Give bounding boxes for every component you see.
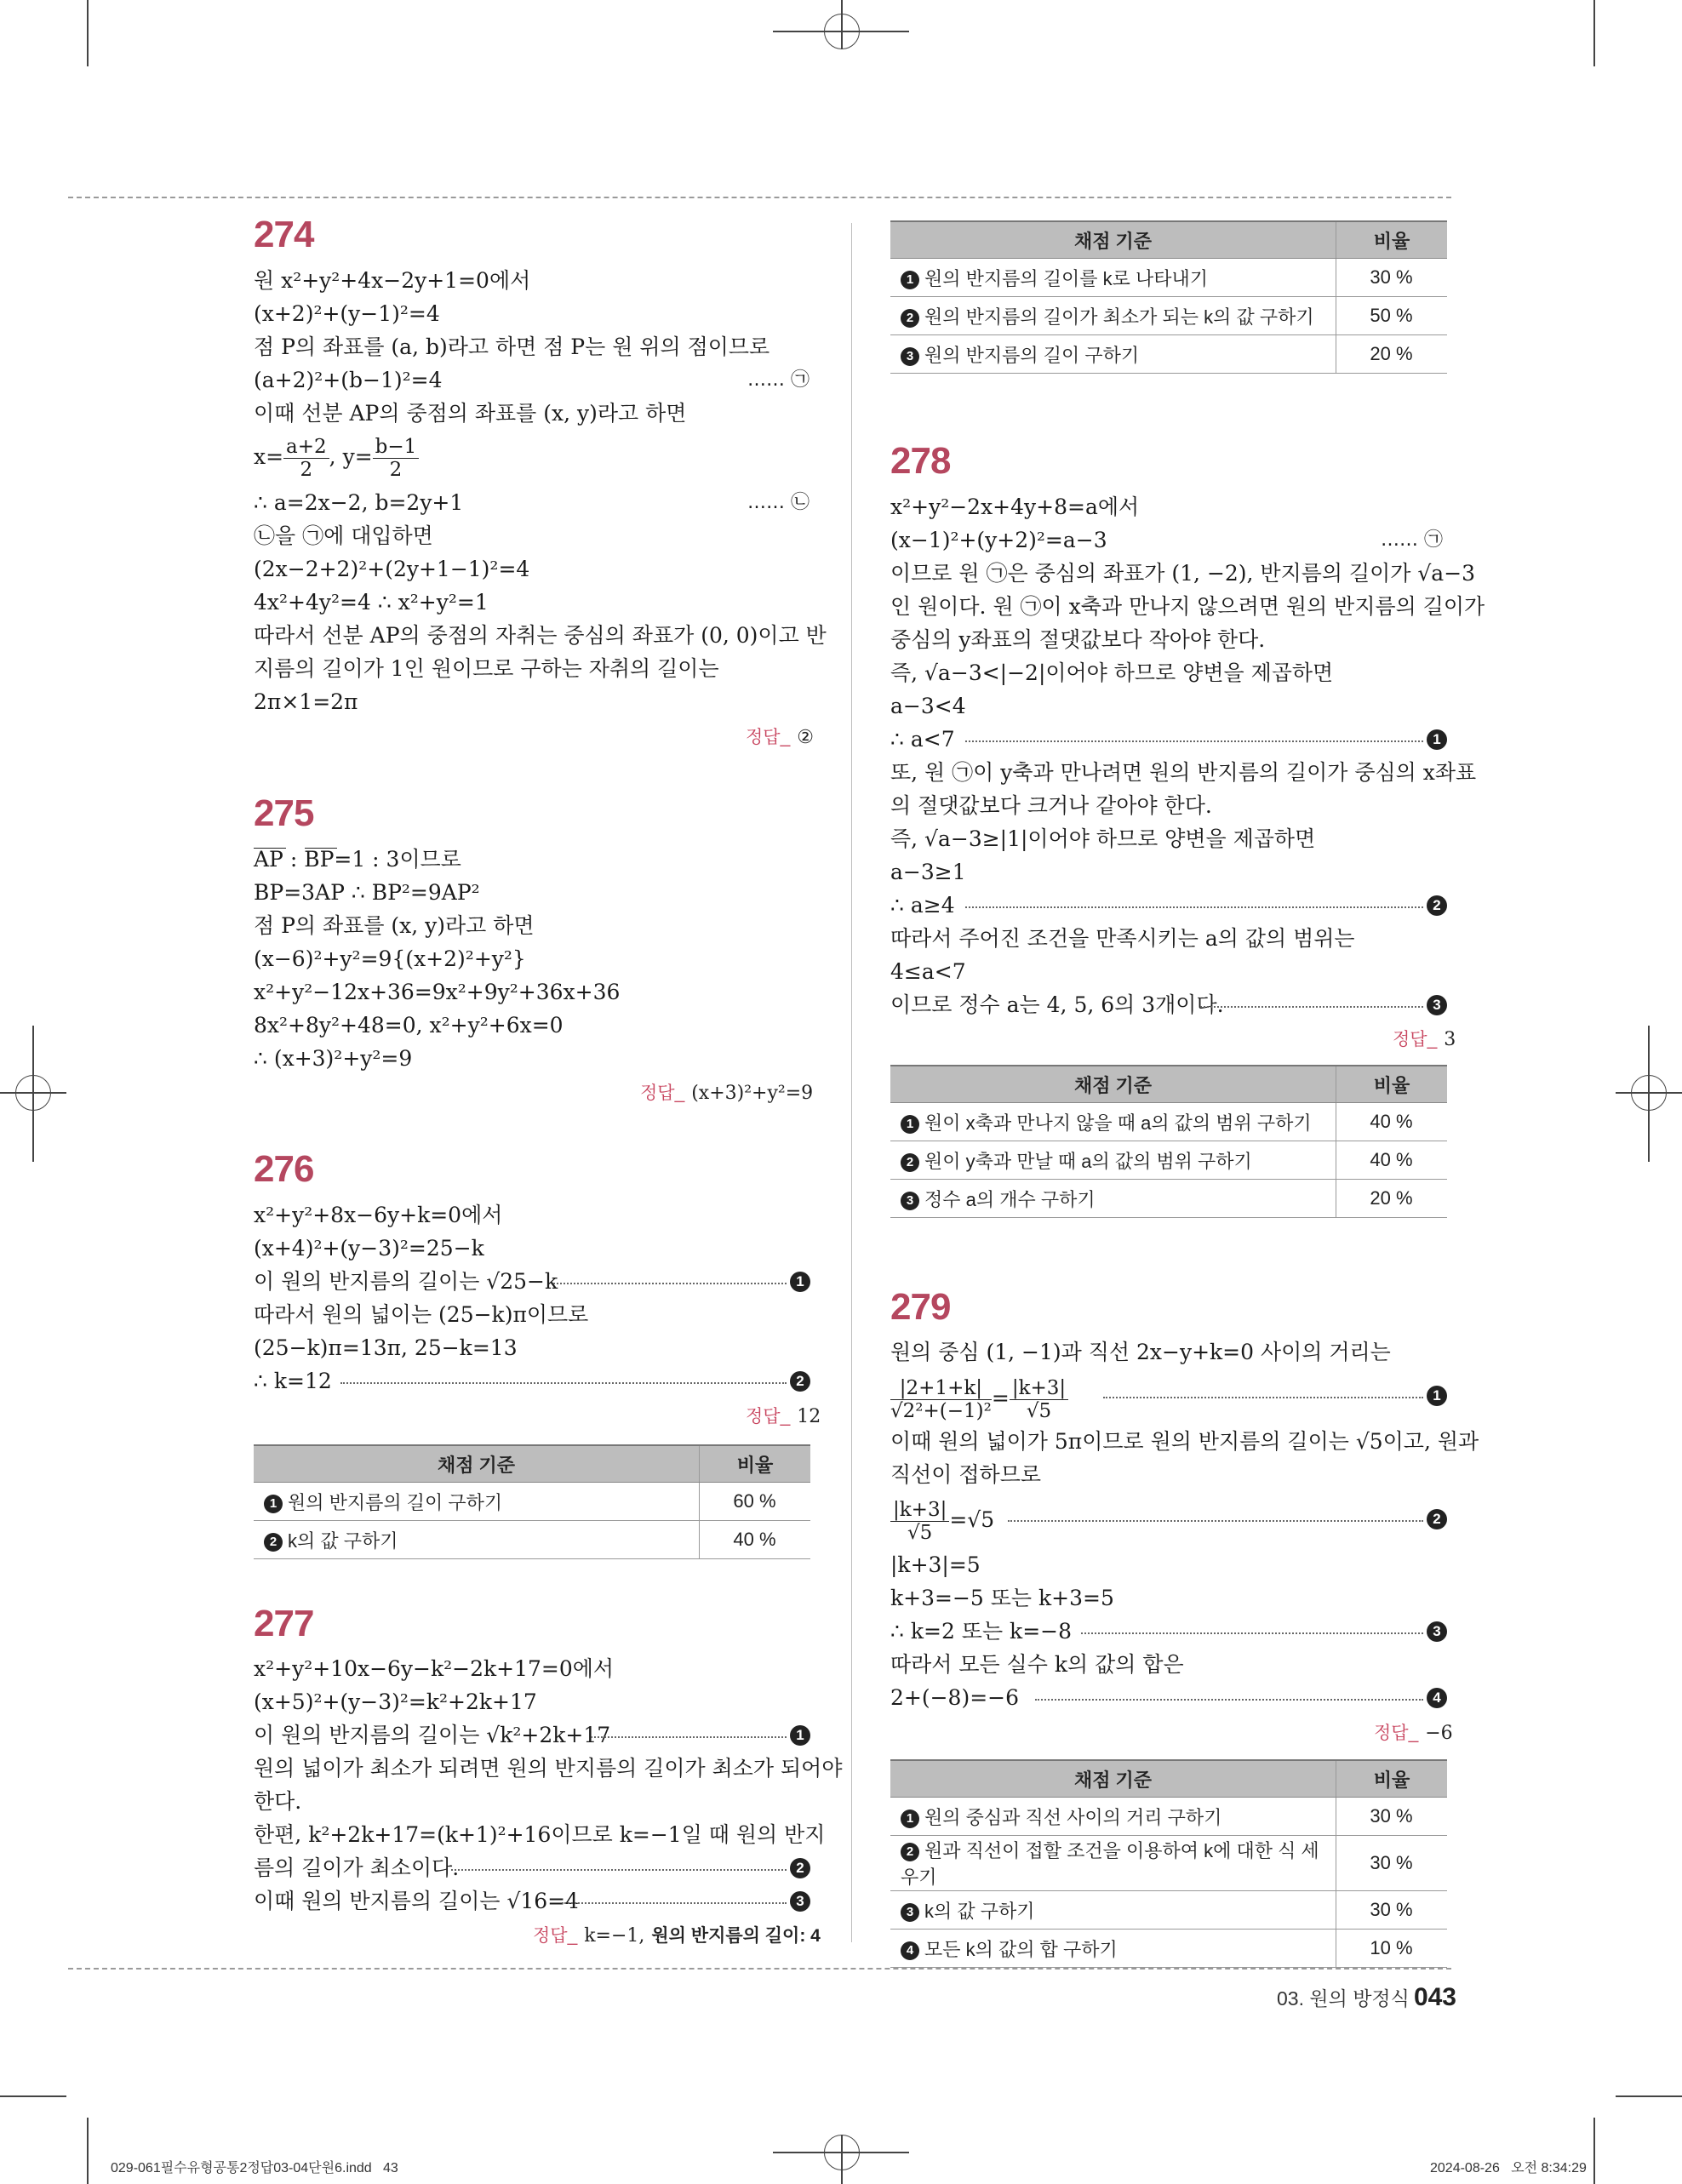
text-line: AP : BP=1 : 3이므로 — [254, 847, 461, 872]
text-line: 이때 원의 반지름의 길이는 √16=4 — [254, 1889, 580, 1913]
numerator: b−1 — [373, 436, 420, 459]
print-timestamp: 2024-08-26 오전 8:34:29 — [1430, 2161, 1587, 2175]
denominator: √5 — [907, 1522, 933, 1544]
step-badge: 2 — [901, 1843, 919, 1861]
table-header — [890, 1066, 1447, 1103]
text-line: 한편, k²+2k+17=(k+1)²+16이므로 k=−1일 때 원의 반지 — [254, 1822, 826, 1847]
criteria-cell — [890, 1930, 1336, 1968]
table-row — [254, 1483, 810, 1521]
answer-value: ② — [797, 727, 814, 748]
fraction-line — [890, 1494, 994, 1547]
ratio-cell: 30 % — [1336, 1798, 1448, 1836]
top-dashed-rule — [68, 197, 1451, 198]
criteria-cell — [890, 1180, 1336, 1218]
text-line: 즉, √a−3<|−2|이어야 하므로 양변을 제곱하면 — [890, 660, 1334, 685]
criteria-text: 모든 k의 값의 합 구하기 — [924, 1938, 1118, 1960]
registration-mark — [15, 1075, 51, 1111]
text-line: a−3≥1 — [890, 860, 966, 884]
numerator: |k+3| — [890, 1499, 949, 1522]
crop-mark — [87, 0, 89, 66]
table-row — [890, 1836, 1447, 1891]
answer-value: 3 — [1444, 1029, 1456, 1050]
fraction — [283, 436, 329, 481]
answer — [746, 722, 814, 752]
step-marker-1: 1 — [1427, 729, 1447, 750]
text-line: ∴ a<7 — [890, 727, 955, 752]
text-line: 원의 중심 (1, −1)과 직선 2x−y+k=0 사이의 거리는 — [890, 1340, 1391, 1364]
crop-mark — [1593, 0, 1595, 66]
text-line: ∴ a=2x−2, b=2y+1 — [254, 490, 464, 515]
step-badge: 2 — [264, 1533, 283, 1552]
text-line: ∴ (x+3)²+y²=9 — [254, 1046, 413, 1071]
answer-label: 정답_ — [533, 1926, 578, 1946]
ratio-cell: 30 % — [1336, 259, 1448, 297]
text-line: ∴ a≥4 — [890, 893, 955, 918]
step-marker-2: 2 — [1427, 1509, 1447, 1529]
step-badge: 2 — [901, 1153, 919, 1172]
text-part: , y= — [329, 444, 373, 469]
leader-dots — [1103, 1397, 1423, 1398]
criteria-cell — [890, 1103, 1336, 1141]
leader-dots — [591, 1736, 787, 1738]
leader-dots — [553, 1283, 787, 1284]
criteria-cell — [254, 1483, 700, 1521]
header-criteria: 채점 기준 — [890, 1066, 1336, 1103]
criteria-text: 원의 반지름의 길이 구하기 — [288, 1491, 503, 1513]
text-line: 이때 원의 넓이가 5π이므로 원의 반지름의 길이는 √5이고, 원과 — [890, 1429, 1479, 1454]
table-row — [890, 1103, 1447, 1141]
table-row — [254, 1521, 810, 1559]
registration-mark — [824, 2135, 860, 2170]
answer-label: 정답_ — [746, 1407, 791, 1426]
numerator: a+2 — [283, 436, 329, 459]
criteria-text: 정수 a의 개수 구하기 — [924, 1188, 1096, 1210]
text-line: 지름의 길이가 1인 원이므로 구하는 자취의 길이는 — [254, 656, 719, 681]
text-line: ㉡을 ㉠에 대입하면 — [254, 523, 433, 548]
section-title: 03. 원의 방정식 — [1277, 1987, 1410, 2010]
text-line: (x+2)²+(y−1)²=4 — [254, 301, 440, 326]
text-part: x= — [254, 444, 284, 469]
leader-dots — [1035, 1699, 1423, 1701]
answer — [1393, 1024, 1456, 1055]
text-line: 따라서 모든 실수 k의 값의 합은 — [890, 1652, 1184, 1677]
text-line: x²+y²−2x+4y+8=a에서 — [890, 495, 1140, 519]
answer-value: 12 — [797, 1406, 821, 1427]
text-line: 인 원이다. 원 ㉠이 x축과 만나지 않으려면 원의 반지름의 길이가 — [890, 594, 1485, 619]
table-row — [890, 1798, 1447, 1836]
registration-mark — [1631, 1075, 1667, 1111]
leader-dots — [1081, 1632, 1423, 1634]
answer-value: −6 — [1425, 1723, 1453, 1744]
answer — [640, 1078, 813, 1108]
ratio-cell: 60 % — [700, 1483, 811, 1521]
table-row — [890, 1930, 1447, 1968]
step-marker-4: 4 — [1427, 1688, 1447, 1708]
print-file-info: 029-061필수유형공통2정답03-04단원6.indd 43 — [111, 2161, 398, 2175]
text-line: 이므로 정수 a는 4, 5, 6의 3개이다. — [890, 992, 1224, 1017]
step-badge: 3 — [901, 1903, 919, 1922]
column-divider — [851, 223, 852, 1942]
ratio-cell: 10 % — [1336, 1930, 1448, 1968]
denominator: √5 — [1026, 1400, 1052, 1422]
text-line: 4≤a<7 — [890, 959, 966, 984]
criteria-cell — [254, 1521, 700, 1559]
criteria-cell — [890, 1891, 1336, 1930]
criteria-text: k의 값 구하기 — [288, 1529, 398, 1552]
text-line: 이때 선분 AP의 중점의 좌표를 (x, y)라고 하면 — [254, 401, 687, 426]
text-part: = — [991, 1386, 1010, 1410]
text-line: 점 P의 좌표를 (x, y)라고 하면 — [254, 913, 535, 938]
answer-value: (x+3)²+y²=9 — [691, 1083, 814, 1104]
text-line: 즉, √a−3≥|1|이어야 하므로 양변을 제곱하면 — [890, 826, 1316, 851]
leader-dots — [965, 906, 1423, 908]
grading-table — [890, 1759, 1447, 1968]
crop-mark — [0, 2095, 66, 2097]
step-badge: 4 — [901, 1941, 919, 1960]
answer-value: k=−1, — [584, 1925, 645, 1947]
overline — [254, 848, 286, 849]
criteria-cell — [890, 259, 1336, 297]
problem-number: 274 — [254, 214, 314, 255]
ratio-cell: 40 % — [700, 1521, 811, 1559]
text-line: a−3<4 — [890, 694, 966, 718]
text-line: 2π×1=2π — [254, 689, 358, 714]
text-line: (x+4)²+(y−3)²=25−k — [254, 1236, 484, 1261]
problem-number: 275 — [254, 792, 314, 834]
equation-marker: …… ㉠ — [747, 369, 810, 391]
step-marker-2: 2 — [790, 1371, 810, 1392]
overline — [305, 848, 337, 849]
text-line: x²+y²−12x+36=9x²+9y²+36x+36 — [254, 980, 621, 1004]
denominator: 2 — [300, 459, 313, 481]
text-line: |k+3|=5 — [890, 1552, 981, 1577]
fraction — [1010, 1377, 1068, 1422]
answer-label: 정답_ — [640, 1083, 685, 1103]
text-line: 2+(−8)=−6 — [890, 1685, 1020, 1710]
text-line: 원의 넓이가 최소가 되려면 원의 반지름의 길이가 최소가 되어야 — [254, 1756, 843, 1781]
text-line: ∴ k=2 또는 k=−8 — [890, 1619, 1072, 1644]
page-footer — [1277, 1983, 1456, 2012]
ratio-cell: 50 % — [1336, 297, 1448, 335]
text-line: 중심의 y좌표의 절댓값보다 작아야 한다. — [890, 627, 1266, 652]
ratio-cell: 30 % — [1336, 1891, 1448, 1930]
table-row — [890, 259, 1447, 297]
answer-label: 정답_ — [746, 728, 791, 747]
crop-mark — [1616, 2095, 1682, 2097]
step-badge: 3 — [901, 1192, 919, 1210]
leader-dots — [1200, 1006, 1423, 1008]
table-header — [890, 1760, 1447, 1798]
ratio-cell: 40 % — [1336, 1141, 1448, 1180]
leader-dots — [1008, 1520, 1423, 1522]
leader-dots — [340, 1382, 787, 1384]
numerator: |2+1+k| — [890, 1377, 992, 1400]
denominator: 2 — [389, 459, 403, 481]
problem-number: 276 — [254, 1148, 314, 1190]
fraction — [373, 436, 420, 481]
criteria-cell — [890, 297, 1336, 335]
header-ratio: 비율 — [1336, 221, 1448, 259]
problem-number: 277 — [254, 1603, 314, 1644]
text-line: ∴ k=12 — [254, 1369, 332, 1393]
step-marker-1: 1 — [790, 1272, 810, 1292]
text-line: 8x²+8y²+48=0, x²+y²+6x=0 — [254, 1013, 564, 1038]
criteria-cell — [890, 1141, 1336, 1180]
step-badge: 1 — [901, 1810, 919, 1828]
fraction — [890, 1499, 949, 1544]
grading-table — [890, 220, 1447, 374]
denominator: √2²+(−1)² — [890, 1400, 992, 1422]
criteria-text: 원의 반지름의 길이가 최소가 되는 k의 값 구하기 — [924, 306, 1314, 328]
problem-number: 279 — [890, 1286, 951, 1328]
answer — [1374, 1718, 1453, 1748]
answer — [746, 1401, 821, 1432]
criteria-cell — [890, 1798, 1336, 1836]
text-part: =√5 — [949, 1507, 995, 1532]
step-marker-1: 1 — [790, 1725, 810, 1746]
header-ratio: 비율 — [1336, 1066, 1448, 1103]
ratio-cell: 20 % — [1336, 1180, 1448, 1218]
table-header — [254, 1445, 810, 1483]
text-line: (x−6)²+y²=9{(x+2)²+y²} — [254, 946, 526, 971]
header-criteria: 채점 기준 — [254, 1445, 700, 1483]
equation-marker: …… ㉠ — [1381, 529, 1443, 551]
fraction-line — [254, 433, 419, 481]
text-line: 따라서 주어진 조건을 만족시키는 a의 값의 범위는 — [890, 926, 1355, 951]
text-line: (25−k)π=13π, 25−k=13 — [254, 1335, 518, 1360]
answer-detail: 원의 반지름의 길이: 4 — [651, 1926, 821, 1946]
text-line: 원 x²+y²+4x−2y+1=0에서 — [254, 268, 531, 293]
answer — [533, 1920, 821, 1951]
ratio-cell: 30 % — [1336, 1836, 1448, 1891]
ratio-cell: 20 % — [1336, 335, 1448, 374]
step-marker-3: 3 — [1427, 995, 1447, 1015]
text-line: 름의 길이가 최소이다. — [254, 1855, 460, 1880]
text-line: 점 P의 좌표를 (a, b)라고 하면 점 P는 원 위의 점이므로 — [254, 334, 770, 359]
fraction-line — [890, 1372, 1068, 1425]
step-badge: 3 — [901, 347, 919, 366]
criteria-text: 원의 반지름의 길이 구하기 — [924, 344, 1140, 366]
criteria-cell — [890, 335, 1336, 374]
equation-marker: …… ㉡ — [747, 492, 810, 513]
text-line: (2x−2+2)²+(2y+1−1)²=4 — [254, 557, 530, 581]
text-line: 한다. — [254, 1789, 302, 1814]
table-row — [890, 1180, 1447, 1218]
text-line: (x+5)²+(y−3)²=k²+2k+17 — [254, 1689, 537, 1714]
step-marker-1: 1 — [1427, 1386, 1447, 1406]
problem-number: 278 — [890, 440, 951, 482]
grading-table — [890, 1065, 1447, 1218]
text-line: 따라서 원의 넓이는 (25−k)π이므로 — [254, 1302, 589, 1327]
criteria-text: 원과 직선이 접할 조건을 이용하여 k에 대한 식 세우기 — [901, 1840, 1319, 1888]
criteria-text: 원이 y축과 만날 때 a의 값의 범위 구하기 — [924, 1150, 1252, 1172]
criteria-text: 원의 반지름의 길이를 k로 나타내기 — [924, 267, 1208, 289]
text-line: 이 원의 반지름의 길이는 √25−k — [254, 1269, 558, 1294]
criteria-text: k의 값 구하기 — [924, 1900, 1035, 1922]
step-marker-2: 2 — [790, 1858, 810, 1878]
leader-dots — [965, 740, 1423, 742]
step-badge: 1 — [901, 1115, 919, 1134]
page-number: 043 — [1413, 1983, 1456, 2011]
text-line: BP=3AP ∴ BP²=9AP² — [254, 880, 480, 905]
step-badge: 1 — [901, 271, 919, 289]
step-marker-2: 2 — [1427, 895, 1447, 916]
criteria-text: 원의 중심과 직선 사이의 거리 구하기 — [924, 1806, 1222, 1828]
answer-label: 정답_ — [1374, 1724, 1419, 1743]
header-criteria: 채점 기준 — [890, 1760, 1336, 1798]
text-line: 이 원의 반지름의 길이는 √k²+2k+17 — [254, 1723, 611, 1747]
grading-table — [254, 1444, 810, 1559]
header-ratio: 비율 — [700, 1445, 811, 1483]
criteria-cell — [890, 1836, 1336, 1891]
bottom-dashed-rule — [68, 1968, 1451, 1970]
step-badge: 1 — [264, 1495, 283, 1513]
crop-mark — [1593, 2118, 1595, 2184]
text-line: 이므로 원 ㉠은 중심의 좌표가 (1, −2), 반지름의 길이가 √a−3 — [890, 561, 1476, 586]
ratio-cell: 40 % — [1336, 1103, 1448, 1141]
text-line: 직선이 접하므로 — [890, 1462, 1041, 1487]
table-row — [890, 335, 1447, 374]
text-line: 또, 원 ㉠이 y축과 만나려면 원의 반지름의 길이가 중심의 x좌표 — [890, 760, 1477, 785]
text-line: 의 절댓값보다 크거나 같아야 한다. — [890, 793, 1212, 818]
answer-label: 정답_ — [1393, 1030, 1438, 1049]
header-ratio: 비율 — [1336, 1760, 1448, 1798]
text-line: (x−1)²+(y+2)²=a−3 — [890, 528, 1107, 552]
criteria-text: 원이 x축과 만나지 않을 때 a의 값의 범위 구하기 — [924, 1112, 1312, 1134]
registration-mark — [824, 14, 860, 49]
text-line: (a+2)²+(b−1)²=4 — [254, 368, 443, 392]
table-row — [890, 297, 1447, 335]
leader-dots — [451, 1869, 787, 1871]
step-marker-3: 3 — [1427, 1621, 1447, 1642]
leader-dots — [562, 1902, 787, 1904]
text-line: k+3=−5 또는 k+3=5 — [890, 1586, 1114, 1610]
fraction — [890, 1377, 992, 1422]
table-header — [890, 221, 1447, 259]
step-marker-3: 3 — [790, 1891, 810, 1912]
header-criteria: 채점 기준 — [890, 221, 1336, 259]
text-line: 따라서 선분 AP의 중점의 자취는 중심의 좌표가 (0, 0)이고 반 — [254, 623, 827, 648]
table-row — [890, 1891, 1447, 1930]
text-line: x²+y²+8x−6y+k=0에서 — [254, 1203, 503, 1227]
table-row — [890, 1141, 1447, 1180]
crop-mark — [87, 2118, 89, 2184]
step-badge: 2 — [901, 309, 919, 328]
text-line: x²+y²+10x−6y−k²−2k+17=0에서 — [254, 1656, 615, 1681]
numerator: |k+3| — [1010, 1377, 1068, 1400]
text-line: 4x²+4y²=4 ∴ x²+y²=1 — [254, 590, 489, 615]
